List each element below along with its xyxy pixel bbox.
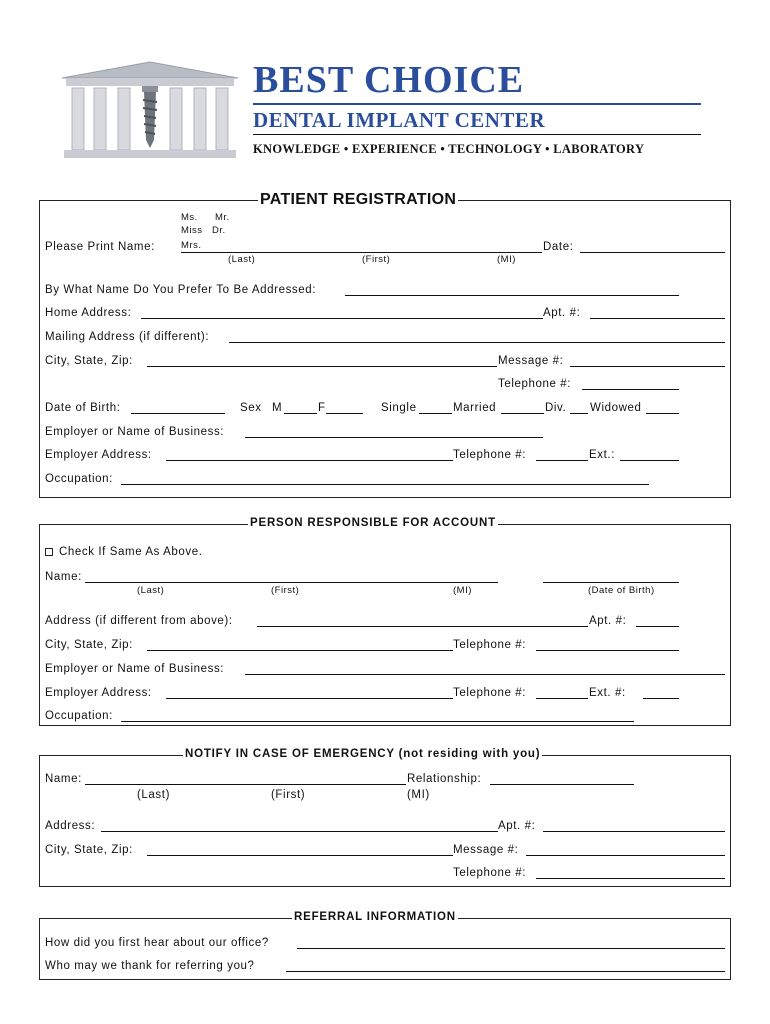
emerg-city-field[interactable] bbox=[147, 855, 453, 856]
widowed-label: Widowed bbox=[590, 402, 642, 414]
first-caption: (First) bbox=[362, 254, 391, 265]
message-label: Message #: bbox=[498, 355, 564, 367]
single-label: Single bbox=[381, 402, 417, 414]
addressed-field[interactable] bbox=[345, 295, 679, 296]
dental-implant-icon bbox=[142, 86, 158, 148]
telephone2-label: Telephone #: bbox=[453, 449, 527, 461]
widowed-field[interactable] bbox=[646, 413, 679, 414]
title-ms: Ms. bbox=[181, 212, 198, 223]
print-name-field[interactable] bbox=[181, 252, 542, 253]
mailing-field[interactable] bbox=[229, 342, 725, 343]
sex-label: Sex bbox=[240, 402, 262, 414]
referral-how-field[interactable] bbox=[297, 948, 725, 949]
resp-address-label: Address (if different from above): bbox=[45, 615, 233, 627]
sex-f-field[interactable] bbox=[326, 413, 363, 414]
resp-telephone2-field[interactable] bbox=[536, 698, 588, 699]
building-columns-icon bbox=[58, 58, 242, 160]
resp-occupation-label: Occupation: bbox=[45, 710, 113, 722]
emerg-message-field[interactable] bbox=[526, 855, 725, 856]
resp-mi-caption: (MI) bbox=[453, 585, 472, 596]
resp-ext-label: Ext. #: bbox=[589, 687, 626, 699]
logo-subtitle: DENTAL IMPLANT CENTER bbox=[253, 108, 546, 132]
resp-employer-field[interactable] bbox=[245, 674, 725, 675]
city-field[interactable] bbox=[147, 366, 497, 367]
resp-name-label: Name: bbox=[45, 571, 82, 583]
div-field[interactable] bbox=[570, 413, 588, 414]
employer-label: Employer or Name of Business: bbox=[45, 426, 225, 438]
resp-name-field[interactable] bbox=[85, 582, 498, 583]
addressed-label: By What Name Do You Prefer To Be Addressed: bbox=[45, 284, 317, 296]
sex-m-label: M bbox=[272, 402, 283, 414]
ext-label: Ext.: bbox=[589, 449, 616, 461]
emerg-telephone-field[interactable] bbox=[536, 878, 725, 879]
check-same-row[interactable] bbox=[45, 545, 203, 559]
resp-ext-field[interactable] bbox=[643, 698, 679, 699]
occupation-label: Occupation: bbox=[45, 473, 113, 485]
referral-header: REFERRAL INFORMATION bbox=[294, 911, 456, 923]
emerg-address-label: Address: bbox=[45, 820, 96, 832]
relationship-label: Relationship: bbox=[407, 773, 482, 785]
resp-city-label: City, State, Zip: bbox=[45, 639, 133, 651]
message-field[interactable] bbox=[570, 366, 725, 367]
resp-dob-field[interactable] bbox=[543, 582, 679, 583]
print-name-label: Please Print Name: bbox=[45, 241, 155, 253]
checkbox-icon[interactable] bbox=[45, 548, 53, 556]
resp-telephone-field[interactable] bbox=[536, 650, 679, 651]
title-dr: Dr. bbox=[212, 225, 226, 236]
resp-telephone-label: Telephone #: bbox=[453, 639, 527, 651]
emerg-apt-field[interactable] bbox=[543, 831, 725, 832]
title-miss: Miss bbox=[181, 225, 203, 236]
title-mrs: Mrs. bbox=[181, 240, 202, 251]
telephone-field[interactable] bbox=[582, 389, 679, 390]
last-caption: (Last) bbox=[228, 254, 256, 265]
telephone-label: Telephone #: bbox=[498, 378, 572, 390]
emerg-address-field[interactable] bbox=[101, 831, 498, 832]
resp-employer-label: Employer or Name of Business: bbox=[45, 663, 225, 675]
dob-field[interactable] bbox=[131, 413, 225, 414]
emerg-apt-label: Apt. #: bbox=[498, 820, 536, 832]
emergency-section bbox=[39, 755, 731, 887]
resp-occupation-field[interactable] bbox=[121, 721, 634, 722]
resp-first-caption: (First) bbox=[271, 585, 300, 596]
emergency-header: NOTIFY IN CASE OF EMERGENCY (not residing with you) bbox=[185, 748, 541, 760]
employer-field[interactable] bbox=[245, 437, 543, 438]
city-label: City, State, Zip: bbox=[45, 355, 133, 367]
resp-employer-address-label: Employer Address: bbox=[45, 687, 152, 699]
emerg-city-label: City, State, Zip: bbox=[45, 844, 133, 856]
logo-tagline: KNOWLEDGE • EXPERIENCE • TECHNOLOGY • LABORATORY bbox=[253, 142, 645, 156]
occupation-field[interactable] bbox=[121, 484, 649, 485]
single-field[interactable] bbox=[419, 413, 452, 414]
mailing-label: Mailing Address (if different): bbox=[45, 331, 210, 343]
title-mr: Mr. bbox=[215, 212, 230, 223]
responsible-header: PERSON RESPONSIBLE FOR ACCOUNT bbox=[250, 517, 496, 529]
resp-apt-label: Apt. #: bbox=[589, 615, 627, 627]
date-label: Date: bbox=[543, 241, 574, 253]
referral-who-label: Who may we thank for referring you? bbox=[45, 960, 255, 972]
sex-m-field[interactable] bbox=[284, 413, 317, 414]
referral-how-label: How did you first hear about our office? bbox=[45, 937, 269, 949]
relationship-field[interactable] bbox=[490, 784, 634, 785]
resp-last-caption: (Last) bbox=[137, 585, 165, 596]
home-address-field[interactable] bbox=[141, 318, 543, 319]
home-address-label: Home Address: bbox=[45, 307, 132, 319]
employer-address-label: Employer Address: bbox=[45, 449, 152, 461]
logo-title: BEST CHOICE bbox=[253, 59, 525, 101]
referral-who-field[interactable] bbox=[286, 971, 725, 972]
employer-address-field[interactable] bbox=[166, 460, 453, 461]
emerg-name-field[interactable] bbox=[85, 784, 406, 785]
married-label: Married bbox=[453, 402, 497, 414]
emerg-telephone-label: Telephone #: bbox=[453, 867, 527, 879]
resp-dob-caption: (Date of Birth) bbox=[588, 585, 655, 596]
mi-caption: (MI) bbox=[497, 254, 516, 265]
ext-field[interactable] bbox=[620, 460, 679, 461]
emerg-last-caption: (Last) bbox=[137, 789, 170, 801]
check-same-label: Check If Same As Above. bbox=[59, 546, 203, 558]
resp-telephone2-label: Telephone #: bbox=[453, 687, 527, 699]
telephone2-field[interactable] bbox=[536, 460, 588, 461]
resp-address-field[interactable] bbox=[257, 626, 588, 627]
emerg-name-label: Name: bbox=[45, 773, 82, 785]
emerg-first-caption: (First) bbox=[271, 789, 306, 801]
div-label: Div. bbox=[545, 402, 567, 414]
emerg-mi-caption: (MI) bbox=[407, 789, 430, 801]
apt-label: Apt. #: bbox=[543, 307, 581, 319]
sex-f-label: F bbox=[318, 402, 326, 414]
apt-field[interactable] bbox=[590, 318, 725, 319]
married-field[interactable] bbox=[501, 413, 544, 414]
date-field[interactable] bbox=[580, 252, 725, 253]
resp-city-field[interactable] bbox=[147, 650, 453, 651]
emerg-message-label: Message #: bbox=[453, 844, 519, 856]
dob-label: Date of Birth: bbox=[45, 402, 121, 414]
resp-apt-field[interactable] bbox=[636, 626, 679, 627]
resp-employer-address-field[interactable] bbox=[166, 698, 453, 699]
patient-registration-header: PATIENT REGISTRATION bbox=[260, 191, 457, 208]
